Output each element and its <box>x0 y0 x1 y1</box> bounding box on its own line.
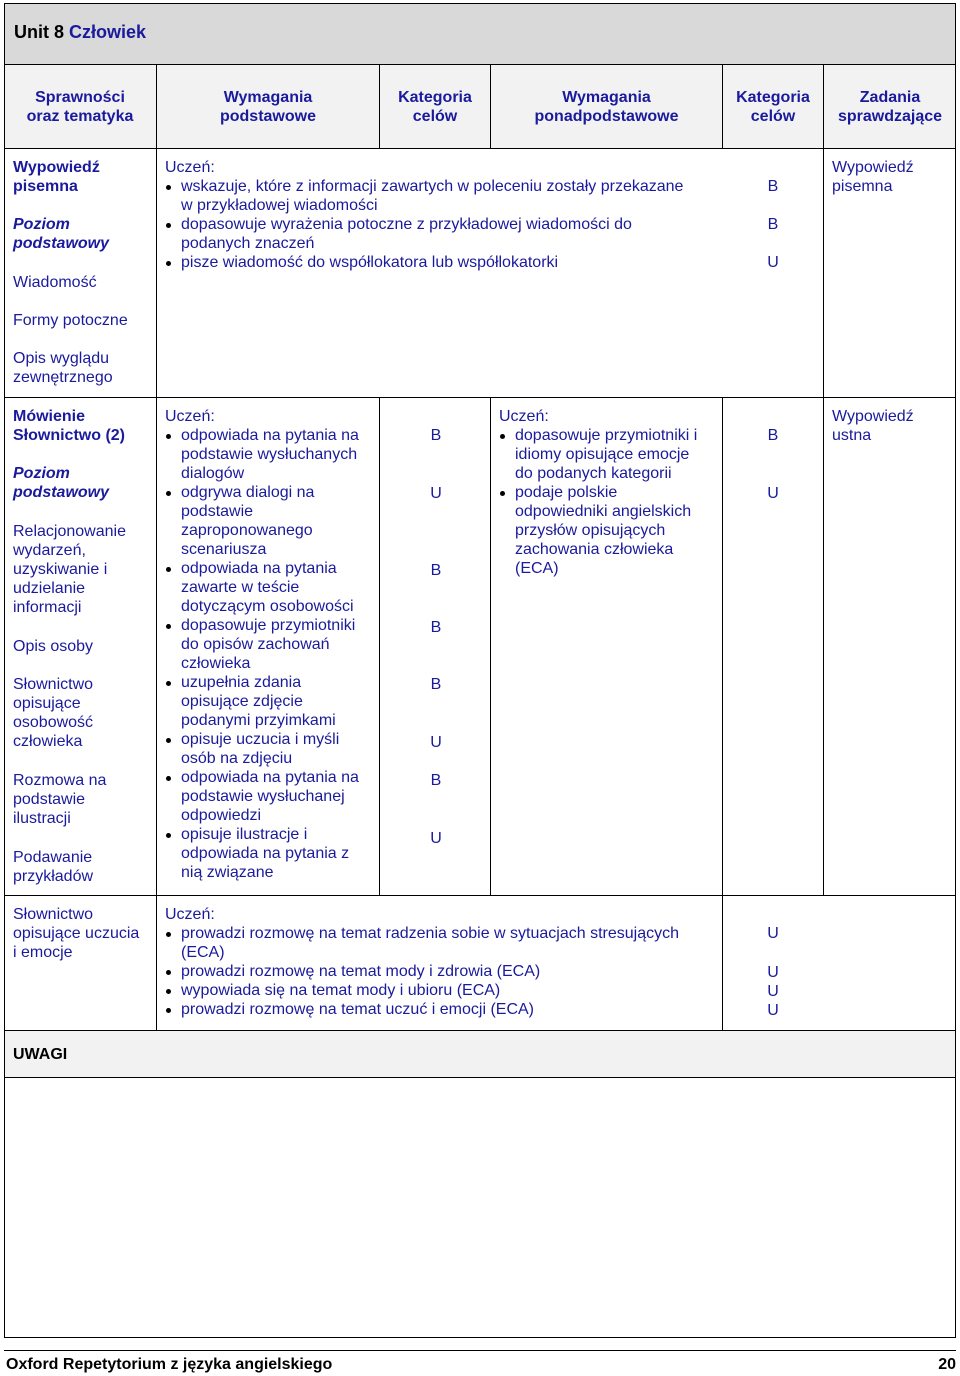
section2-advanced-student-label: Uczeń: <box>499 408 549 425</box>
col-line <box>722 397 723 1031</box>
section1-topic: Formy potoczne <box>13 312 128 329</box>
list-item: opisuje ilustracje i odpowiada na pytania z nią związane <box>164 825 359 882</box>
section1-tasks: Wypowiedź pisemna <box>832 159 914 195</box>
remarks-header <box>5 1031 955 1077</box>
section2-skill: Mówienie Słownictwo (2) <box>13 408 125 444</box>
section2-basic-category: B <box>430 562 442 579</box>
section2-student-label: Uczeń: <box>165 408 215 425</box>
section2-basic-list <box>164 426 359 882</box>
list-item: opisuje uczucia i myśli osób na zdjęciu <box>164 730 359 768</box>
header-sep <box>823 65 824 149</box>
row-line <box>4 148 956 149</box>
section2-advanced-category: U <box>767 485 779 502</box>
section1-category: B <box>767 178 779 195</box>
unit-title-bar <box>4 3 956 65</box>
col-line <box>490 397 491 896</box>
column-header-advanced-requirements: Wymagania ponadpodstawowe <box>534 89 679 125</box>
section2-basic-category: U <box>430 734 442 751</box>
section3-category: U <box>767 964 779 981</box>
list-item: prowadzi rozmowę na temat uczuć i emocji (ECA) <box>164 1000 679 1019</box>
section2-topic: Słownictwo opisujące osobowość człowieka <box>13 676 94 750</box>
section2-advanced-list <box>498 426 697 578</box>
list-item: wskazuje, które z informacji zawartych w poleceniu zostały przekazane w przykładowej wiadomości <box>164 177 683 215</box>
unit-number: Unit 8 <box>14 22 65 42</box>
row-line <box>4 397 956 398</box>
header-sep <box>490 65 491 149</box>
section1-category: U <box>767 254 779 271</box>
header-sep <box>379 65 380 149</box>
list-item: dopasowuje przymiotniki do opisów zachowań człowieka <box>164 616 359 673</box>
section2-basic-category: B <box>430 676 442 693</box>
row-line <box>4 895 956 896</box>
unit-topic: Człowiek <box>69 22 147 42</box>
section2-basic-category: U <box>430 830 442 847</box>
list-item: prowadzi rozmowę na temat mody i zdrowia (ECA) <box>164 962 679 981</box>
list-item: pisze wiadomość do współlokatora lub współlokatorki <box>164 253 683 272</box>
section2-tasks: Wypowiedź ustna <box>832 408 914 444</box>
list-item: odpowiada na pytania na podstawie wysłuchanej odpowiedzi <box>164 768 359 825</box>
section3-list <box>164 924 679 1019</box>
section2-basic-category: B <box>430 619 442 636</box>
header-sep <box>156 65 157 149</box>
list-item: odpowiada na pytania na podstawie wysłuchanych dialogów <box>164 426 359 483</box>
section2-basic-category: B <box>430 772 442 789</box>
section1-topic: Opis wyglądu zewnętrznego <box>13 350 113 386</box>
section1-student-label: Uczeń: <box>165 159 215 176</box>
list-item: podaje polskie odpowiedniki angielskich przysłów opisujących zachowania człowieka (ECA) <box>498 483 697 578</box>
list-item: prowadzi rozmowę na temat radzenia sobie w sytuacjach stresujących (ECA) <box>164 924 679 962</box>
section2-topic: Opis osoby <box>13 638 94 655</box>
section2-basic-category: B <box>430 427 442 444</box>
section3-category: U <box>767 1002 779 1019</box>
list-item: uzupełnia zdania opisujące zdjęcie podanymi przyimkami <box>164 673 359 730</box>
list-item: odpowiada na pytania zawarte w teście dotyczącym osobowości <box>164 559 359 616</box>
column-header-category-1: Kategoria celów <box>398 89 472 125</box>
column-header-category-2: Kategoria celów <box>736 89 810 125</box>
table-border-bottom <box>4 1337 956 1338</box>
remarks-label: UWAGI <box>13 1046 68 1063</box>
section2-level: Poziom podstawowy <box>13 465 110 501</box>
section1-requirements-list <box>164 177 683 272</box>
section2-basic-category: U <box>430 485 442 502</box>
section2-topic: Relacjonowanie wydarzeń, uzyskiwanie i udzielanie informacji <box>13 523 126 616</box>
remarks-area <box>5 1078 955 1337</box>
section1-level: Poziom podstawowy <box>13 216 110 252</box>
col-line <box>823 397 824 896</box>
header-sep <box>722 65 723 149</box>
page-number: 20 <box>938 1356 956 1373</box>
list-item: dopasowuje wyrażenia potoczne z przykładowej wiadomości do podanych znaczeń <box>164 215 683 253</box>
section3-category: U <box>767 925 779 942</box>
col-line <box>379 397 380 896</box>
list-item: odgrywa dialogi na podstawie zaproponowanego scenariusza <box>164 483 359 559</box>
col-line <box>156 148 157 398</box>
section2-topic: Podawanie przykładów <box>13 849 94 885</box>
unit-title <box>14 22 146 42</box>
list-item: dopasowuje przymiotniki i idiomy opisujące emocje do podanych kategorii <box>498 426 697 483</box>
section2-advanced-category: B <box>767 427 779 444</box>
section3-student-label: Uczeń: <box>165 906 215 923</box>
section1-topic: Wiadomość <box>13 274 97 291</box>
column-header-skills: Sprawności oraz tematyka <box>26 89 134 125</box>
section3-category: U <box>767 983 779 1000</box>
table-border-right <box>955 65 956 1337</box>
list-item: wypowiada się na temat mody i ubioru (ECA) <box>164 981 679 1000</box>
footer-book-title: Oxford Repetytorium z języka angielskiego <box>6 1356 333 1373</box>
column-header-basic-requirements: Wymagania podstawowe <box>219 89 316 125</box>
col-line <box>156 397 157 1031</box>
section2-topic: Rozmowa na podstawie ilustracji <box>13 772 107 827</box>
col-line <box>823 148 824 398</box>
column-header-tasks: Zadania sprawdzające <box>837 89 943 125</box>
section1-skill: Wypowiedź pisemna <box>13 159 100 195</box>
section1-category: B <box>767 216 779 233</box>
section3-topic: Słownictwo opisujące uczucia i emocje <box>13 906 140 961</box>
footer-rule <box>4 1350 956 1351</box>
